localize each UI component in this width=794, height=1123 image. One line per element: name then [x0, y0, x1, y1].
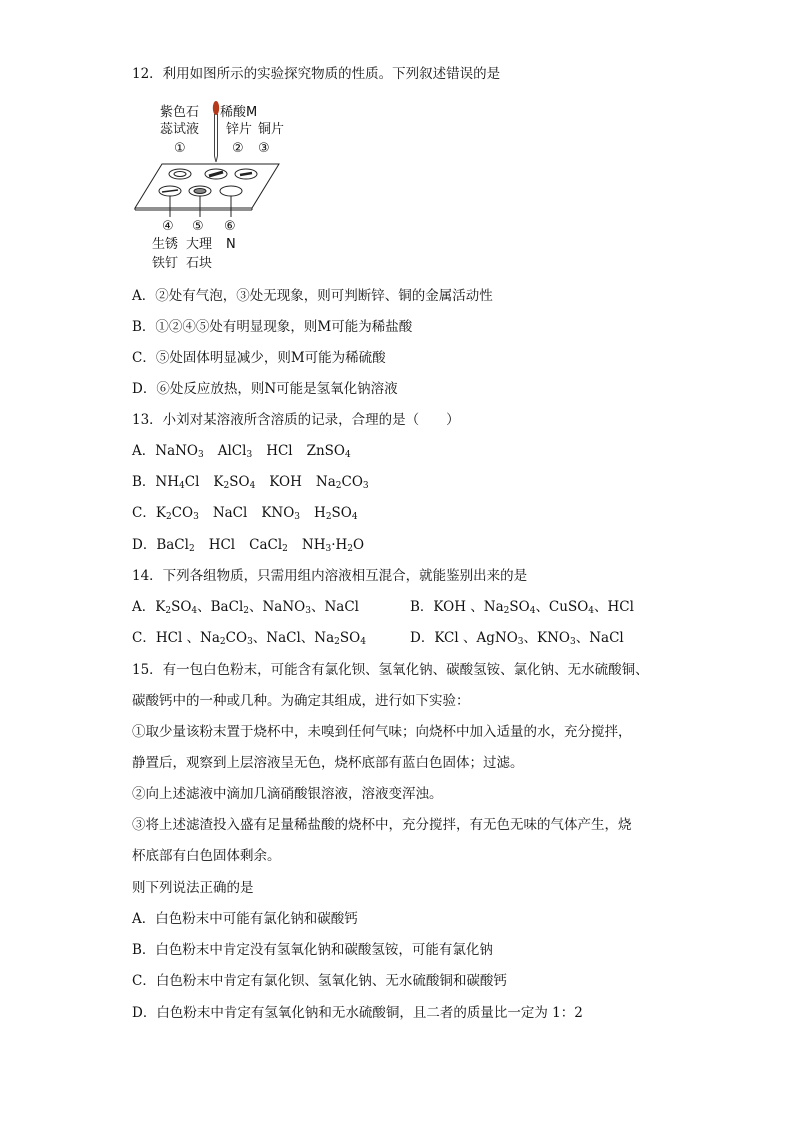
q15-line-2: 碳酸钙中的一种或几种。为确定其组成，进行如下实验： — [132, 693, 470, 709]
q14-option-c: C．HCl 、$Na_2CO_3$、NaCl、$Na_2SO_4$ — [132, 630, 366, 647]
q12-option-b: B．①②④⑤处有明显现象，则M可能为稀盐酸 — [132, 319, 413, 335]
q12-spot-plate-figure — [134, 96, 294, 274]
q12-option-d: D．⑥处反应放热，则N可能是氢氧化钠溶液 — [132, 381, 398, 397]
q14-option-d: D．KCl 、AgNO$_3$、$KNO_3$、NaCl — [410, 630, 624, 647]
num-1: ① — [174, 141, 186, 156]
q13-option-a: A．NaNO$_3$ AlCl$_3$ HCl ZnSO$_4$ — [132, 443, 351, 460]
q15-line-6: ③将上述滤渣投入盛有足量稀盐酸的烧杯中，充分搅拌，有无色无味的气体产生，烧 — [132, 817, 632, 833]
label-n: N — [226, 237, 236, 252]
label-rust-2: 铁钉 — [152, 256, 179, 271]
q14-option-a: A．$K_2SO_4$、BaCl$_2$、NaNO$_3$、NaCl — [132, 599, 359, 616]
num-2: ② — [232, 141, 244, 156]
q14-option-b: B．KOH 、$Na_2SO_4$、CuSO$_4$、HCl — [410, 599, 634, 616]
q15-option-a: A．白色粉末中可能有氯化钠和碳酸钙 — [132, 911, 358, 927]
label-litmus-2: 蕊试液 — [160, 122, 200, 137]
label-marble-1: 大理 — [186, 237, 213, 252]
q15-option-c: C．白色粉末中肯定有氯化钡、氢氧化钠、无水硫酸铜和碳酸钙 — [132, 973, 507, 989]
q15-option-d: D．白色粉末中肯定有氢氧化钠和无水硫酸铜，且二者的质量比一定为 1：2 — [132, 1005, 583, 1021]
q15-line-3: ①取少量该粉末置于烧杯中，未嗅到任何气味；向烧杯中加入适量的水，充分搅拌， — [132, 724, 632, 740]
spot-plate — [135, 164, 279, 210]
q13-option-d: D．BaCl$_2$ HCl CaCl$_2$ $NH_3\cdot H_2O$ — [132, 537, 365, 554]
num-5: ⑤ — [192, 219, 204, 234]
q15-line-4: 静置后，观察到上层溶液呈无色，烧杯底部有蓝白色固体；过滤。 — [132, 755, 524, 771]
q15-line-1: 15．有一包白色粉末，可能含有氯化钡、氢氧化钠、碳酸氢铵、氯化钠、无水硫酸铜、 — [132, 662, 649, 678]
q13-option-c: C．$K_2CO_3$ NaCl $KNO_3$ $H_2SO_4$ — [132, 505, 358, 522]
dropper-icon — [213, 101, 219, 162]
q12-option-a: A．②处有气泡，③处无现象，则可判断锌、铜的金属活动性 — [132, 288, 493, 304]
label-rust-1: 生锈 — [152, 237, 179, 252]
q15-option-b: B．白色粉末中肯定没有氢氧化钠和碳酸氢铵，可能有氯化钠 — [132, 942, 493, 958]
num-6: ⑥ — [224, 219, 236, 234]
q12-option-c: C．⑤处固体明显减少，则M可能为稀硫酸 — [132, 350, 386, 366]
q13-stem: 13．小刘对某溶液所含溶质的记录，合理的是（ ） — [132, 412, 460, 428]
q13-option-b: B．$NH_4Cl$ $K_2SO_4$ KOH $Na_2CO_3$ — [132, 474, 369, 491]
label-acid-m: 稀酸M — [220, 105, 258, 120]
label-litmus-1: 紫色石 — [160, 105, 200, 120]
num-3: ③ — [258, 141, 270, 156]
num-4: ④ — [162, 219, 174, 234]
q15-line-8: 则下列说法正确的是 — [132, 880, 254, 896]
label-zinc: 锌片 — [226, 122, 253, 137]
label-marble-2: 石块 — [186, 256, 213, 271]
q15-line-5: ②向上述滤液中滴加几滴硝酸银溶液，溶液变浑浊。 — [132, 786, 443, 802]
label-copper: 铜片 — [258, 122, 285, 137]
q14-stem: 14．下列各组物质，只需用组内溶液相互混合，就能鉴别出来的是 — [132, 568, 528, 584]
q12-stem: 12．利用如图所示的实验探究物质的性质。下列叙述错误的是 — [132, 66, 501, 82]
q15-line-7: 杯底部有白色固体剩余。 — [132, 848, 281, 864]
